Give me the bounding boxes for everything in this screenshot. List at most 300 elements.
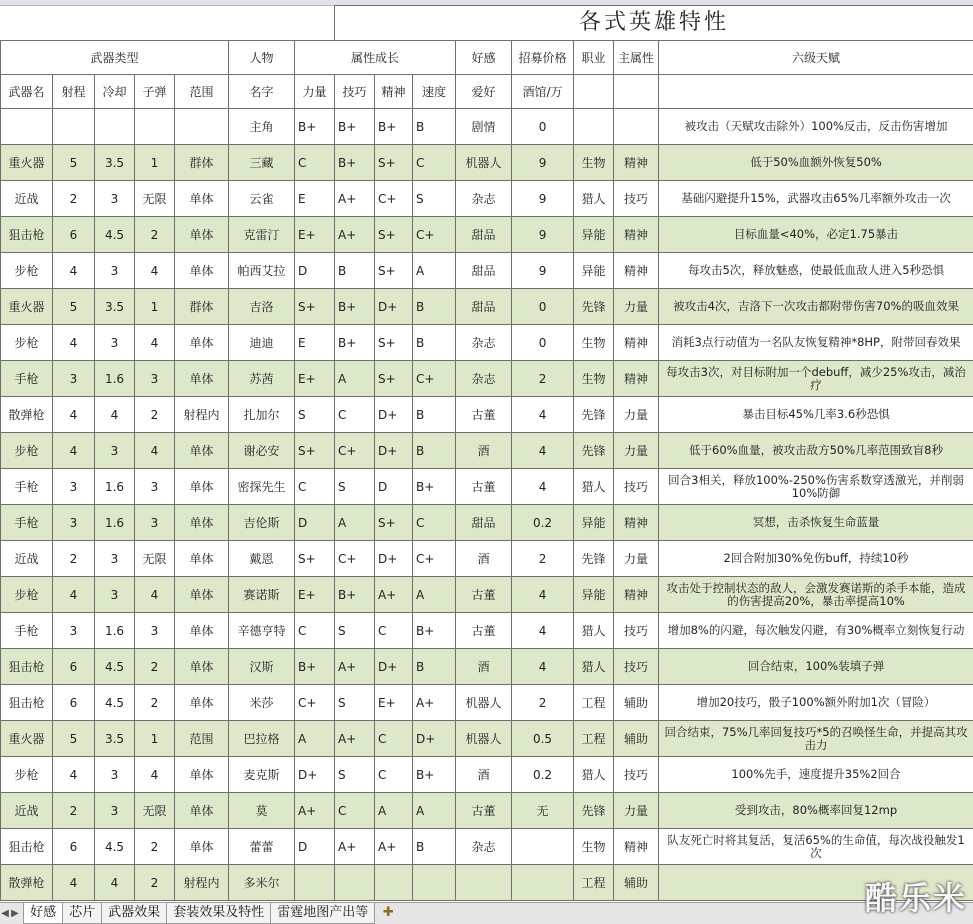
cell-weapon[interactable]: 步枪 xyxy=(1,325,53,361)
cell-cd[interactable]: 3 xyxy=(95,253,135,289)
cell-speed[interactable]: B xyxy=(413,289,456,325)
cell-range[interactable]: 4 xyxy=(53,253,95,289)
cell-str[interactable]: E xyxy=(295,325,335,361)
cell-name[interactable]: 密探先生 xyxy=(229,469,295,505)
sheet-tab[interactable]: 武器效果 xyxy=(101,903,167,924)
cell-area[interactable]: 单体 xyxy=(175,829,229,865)
cell-attr[interactable]: 辅助 xyxy=(614,685,659,721)
group-character[interactable]: 人物 xyxy=(229,41,295,75)
cell-str[interactable]: E+ xyxy=(295,361,335,397)
cell-price[interactable]: 0 xyxy=(512,289,574,325)
cell-attr[interactable]: 精神 xyxy=(614,361,659,397)
cell-name[interactable]: 吉伦斯 xyxy=(229,505,295,541)
cell-weapon[interactable]: 重火器 xyxy=(1,289,53,325)
cell-bullet[interactable]: 无限 xyxy=(135,181,175,217)
cell-str[interactable]: C xyxy=(295,469,335,505)
group-recruit-price[interactable]: 招募价格 xyxy=(512,41,574,75)
cell-like[interactable]: 机器人 xyxy=(456,685,512,721)
cell-job[interactable]: 先锋 xyxy=(574,397,614,433)
cell-like[interactable]: 古董 xyxy=(456,397,512,433)
cell-bullet[interactable]: 4 xyxy=(135,757,175,793)
cell-price[interactable]: 无 xyxy=(512,793,574,829)
cell-range[interactable]: 5 xyxy=(53,145,95,181)
cell-weapon[interactable]: 手枪 xyxy=(1,361,53,397)
cell-area[interactable]: 单体 xyxy=(175,613,229,649)
cell-like[interactable]: 酒 xyxy=(456,433,512,469)
cell-range[interactable]: 2 xyxy=(53,541,95,577)
cell-range[interactable]: 4 xyxy=(53,433,95,469)
cell-like[interactable]: 酒 xyxy=(456,649,512,685)
cell-weapon[interactable]: 步枪 xyxy=(1,253,53,289)
cell-like[interactable]: 酒 xyxy=(456,757,512,793)
cell-bullet[interactable]: 1 xyxy=(135,145,175,181)
cell-range[interactable]: 3 xyxy=(53,505,95,541)
cell-attr[interactable]: 辅助 xyxy=(614,721,659,757)
cell-job[interactable]: 先锋 xyxy=(574,433,614,469)
cell-name[interactable]: 主角 xyxy=(229,109,295,145)
cell-attr[interactable]: 辅助 xyxy=(614,865,659,901)
cell-like[interactable]: 甜品 xyxy=(456,217,512,253)
cell-job[interactable]: 异能 xyxy=(574,577,614,613)
cell-speed[interactable]: B+ xyxy=(413,469,456,505)
cell-like[interactable]: 甜品 xyxy=(456,253,512,289)
cell-cd[interactable]: 3 xyxy=(95,325,135,361)
cell-bullet[interactable]: 无限 xyxy=(135,793,175,829)
cell-job[interactable]: 猎人 xyxy=(574,613,614,649)
cell-talent[interactable]: 低于50%血额外恢复50% xyxy=(659,145,973,181)
cell-attr[interactable]: 技巧 xyxy=(614,757,659,793)
cell-attr[interactable]: 精神 xyxy=(614,217,659,253)
cell-range[interactable]: 3 xyxy=(53,613,95,649)
cell-cd[interactable]: 1.6 xyxy=(95,613,135,649)
cell-skill[interactable]: C xyxy=(335,793,375,829)
cell-cd[interactable]: 1.6 xyxy=(95,505,135,541)
cell-job[interactable]: 先锋 xyxy=(574,793,614,829)
cell-skill[interactable]: A+ xyxy=(335,721,375,757)
cell-name[interactable]: 多米尔 xyxy=(229,865,295,901)
cell-skill[interactable]: B+ xyxy=(335,145,375,181)
cell-attr[interactable]: 力量 xyxy=(614,433,659,469)
cell-job[interactable]: 生物 xyxy=(574,145,614,181)
cell-str[interactable]: S+ xyxy=(295,289,335,325)
group-main-attr[interactable]: 主属性 xyxy=(614,41,659,75)
cell-speed[interactable]: A+ xyxy=(413,685,456,721)
cell-speed[interactable]: B xyxy=(413,649,456,685)
cell-price[interactable]: 2 xyxy=(512,361,574,397)
cell-attr[interactable]: 精神 xyxy=(614,505,659,541)
cell-area[interactable]: 射程内 xyxy=(175,397,229,433)
cell-str[interactable]: A+ xyxy=(295,793,335,829)
cell-job[interactable]: 先锋 xyxy=(574,289,614,325)
cell-bullet[interactable]: 3 xyxy=(135,361,175,397)
sub-spirit[interactable]: 精神 xyxy=(375,75,413,109)
cell-name[interactable]: 辛德亨特 xyxy=(229,613,295,649)
cell-job[interactable] xyxy=(574,109,614,145)
cell-job[interactable]: 工程 xyxy=(574,865,614,901)
cell-area[interactable]: 群体 xyxy=(175,289,229,325)
cell-attr[interactable]: 精神 xyxy=(614,325,659,361)
cell-cd[interactable]: 4 xyxy=(95,865,135,901)
cell-bullet[interactable]: 4 xyxy=(135,433,175,469)
cell-price[interactable]: 9 xyxy=(512,145,574,181)
cell-name[interactable]: 吉洛 xyxy=(229,289,295,325)
cell-spirit[interactable]: S+ xyxy=(375,505,413,541)
cell-range[interactable]: 3 xyxy=(53,361,95,397)
cell-weapon[interactable]: 重火器 xyxy=(1,721,53,757)
cell-str[interactable]: D xyxy=(295,829,335,865)
sub-area[interactable]: 范围 xyxy=(175,75,229,109)
cell-bullet[interactable]: 4 xyxy=(135,577,175,613)
cell-area[interactable]: 单体 xyxy=(175,181,229,217)
cell-price[interactable] xyxy=(512,829,574,865)
cell-spirit[interactable]: A xyxy=(375,793,413,829)
cell-weapon[interactable]: 步枪 xyxy=(1,757,53,793)
cell-spirit[interactable]: A+ xyxy=(375,829,413,865)
cell-speed[interactable]: A xyxy=(413,253,456,289)
cell-name[interactable]: 迪迪 xyxy=(229,325,295,361)
cell-price[interactable]: 4 xyxy=(512,469,574,505)
cell-area[interactable]: 群体 xyxy=(175,145,229,181)
cell-talent[interactable]: 暴击目标45%几率3.6秒恐惧 xyxy=(659,397,973,433)
cell-cd[interactable]: 3 xyxy=(95,757,135,793)
cell-weapon[interactable]: 重火器 xyxy=(1,145,53,181)
cell-talent[interactable]: 基础闪避提升15%，武器攻击65%几率额外攻击一次 xyxy=(659,181,973,217)
cell-attr[interactable]: 精神 xyxy=(614,145,659,181)
cell-like[interactable]: 杂志 xyxy=(456,829,512,865)
cell-talent[interactable]: 2回合附加30%免伤buff，持续10秒 xyxy=(659,541,973,577)
cell-cd[interactable]: 3.5 xyxy=(95,289,135,325)
cell-attr[interactable]: 力量 xyxy=(614,541,659,577)
cell-price[interactable]: 4 xyxy=(512,649,574,685)
cell-price[interactable]: 4 xyxy=(512,433,574,469)
sub-cooldown[interactable]: 冷却 xyxy=(95,75,135,109)
cell-spirit[interactable]: D xyxy=(375,469,413,505)
cell-speed[interactable]: B xyxy=(413,325,456,361)
cell-job[interactable]: 生物 xyxy=(574,325,614,361)
cell-talent[interactable]: 被攻击（天赋攻击除外）100%反击，反击伤害增加 xyxy=(659,109,973,145)
cell-speed[interactable]: C+ xyxy=(413,541,456,577)
cell-area[interactable]: 单体 xyxy=(175,793,229,829)
cell-str[interactable]: C xyxy=(295,613,335,649)
sub-bullet[interactable]: 子弹 xyxy=(135,75,175,109)
cell-like[interactable]: 古董 xyxy=(456,577,512,613)
cell-bullet[interactable]: 2 xyxy=(135,865,175,901)
cell-price[interactable]: 0.2 xyxy=(512,757,574,793)
tab-scroll-right-icon[interactable]: ▶ xyxy=(10,904,20,924)
cell-price[interactable] xyxy=(512,865,574,901)
cell-range[interactable]: 6 xyxy=(53,685,95,721)
cell-name[interactable]: 谢必安 xyxy=(229,433,295,469)
cell-weapon[interactable] xyxy=(1,109,53,145)
cell-speed[interactable]: C+ xyxy=(413,361,456,397)
sheet-tab[interactable]: 套装效果及特性 xyxy=(166,903,271,924)
cell-job[interactable]: 异能 xyxy=(574,505,614,541)
cell-str[interactable]: B+ xyxy=(295,649,335,685)
cell-skill[interactable]: B+ xyxy=(335,577,375,613)
sub-speed[interactable]: 速度 xyxy=(413,75,456,109)
sub-attr-blank[interactable] xyxy=(614,75,659,109)
sub-skill[interactable]: 技巧 xyxy=(335,75,375,109)
cell-skill[interactable]: S xyxy=(335,757,375,793)
cell-area[interactable]: 单体 xyxy=(175,577,229,613)
cell-name[interactable]: 帕西艾拉 xyxy=(229,253,295,289)
cell-name[interactable]: 苏茜 xyxy=(229,361,295,397)
cell-job[interactable]: 生物 xyxy=(574,829,614,865)
cell-like[interactable]: 古董 xyxy=(456,793,512,829)
cell-job[interactable]: 猎人 xyxy=(574,181,614,217)
cell-price[interactable]: 0 xyxy=(512,325,574,361)
cell-cd[interactable]: 3 xyxy=(95,541,135,577)
cell-range[interactable] xyxy=(53,109,95,145)
cell-skill[interactable]: A+ xyxy=(335,181,375,217)
cell-bullet[interactable]: 1 xyxy=(135,289,175,325)
cell-spirit[interactable]: A+ xyxy=(375,577,413,613)
cell-spirit[interactable]: D+ xyxy=(375,397,413,433)
cell-attr[interactable]: 力量 xyxy=(614,397,659,433)
cell-skill[interactable]: A+ xyxy=(335,829,375,865)
cell-price[interactable]: 9 xyxy=(512,217,574,253)
cell-price[interactable]: 0.5 xyxy=(512,721,574,757)
cell-price[interactable]: 0 xyxy=(512,109,574,145)
cell-weapon[interactable]: 手枪 xyxy=(1,469,53,505)
cell-spirit[interactable]: S+ xyxy=(375,325,413,361)
cell-cd[interactable]: 4.5 xyxy=(95,685,135,721)
cell-skill[interactable]: A+ xyxy=(335,217,375,253)
cell-weapon[interactable]: 狙击枪 xyxy=(1,217,53,253)
cell-spirit[interactable]: D+ xyxy=(375,289,413,325)
cell-talent[interactable]: 消耗3点行动值为一名队友恢复精神*8HP，附带回春效果 xyxy=(659,325,973,361)
cell-cd[interactable]: 1.6 xyxy=(95,469,135,505)
cell-talent[interactable]: 低于60%血量，被攻击敌方50%几率范围致盲8秒 xyxy=(659,433,973,469)
cell-cd[interactable]: 1.6 xyxy=(95,361,135,397)
cell-speed[interactable]: S xyxy=(413,181,456,217)
cell-attr[interactable]: 力量 xyxy=(614,793,659,829)
cell-area[interactable]: 单体 xyxy=(175,253,229,289)
cell-weapon[interactable]: 手枪 xyxy=(1,613,53,649)
tab-scroll-left-icon[interactable]: ◀ xyxy=(0,904,10,924)
cell-name[interactable]: 巴拉格 xyxy=(229,721,295,757)
cell-talent[interactable]: 增加20技巧，骰子100%额外附加1次（冒险） xyxy=(659,685,973,721)
cell-speed[interactable] xyxy=(413,865,456,901)
cell-bullet[interactable]: 2 xyxy=(135,649,175,685)
cell-talent[interactable]: 冥想，击杀恢复生命蓝量 xyxy=(659,505,973,541)
cell-weapon[interactable]: 近战 xyxy=(1,793,53,829)
cell-range[interactable]: 6 xyxy=(53,829,95,865)
cell-skill[interactable]: S xyxy=(335,613,375,649)
cell-area[interactable]: 单体 xyxy=(175,505,229,541)
cell-spirit[interactable]: S+ xyxy=(375,253,413,289)
cell-name[interactable]: 汉斯 xyxy=(229,649,295,685)
cell-speed[interactable]: D+ xyxy=(413,721,456,757)
cell-attr[interactable]: 精神 xyxy=(614,829,659,865)
cell-weapon[interactable]: 手枪 xyxy=(1,505,53,541)
cell-attr[interactable] xyxy=(614,109,659,145)
cell-spirit[interactable]: C xyxy=(375,757,413,793)
cell-name[interactable]: 扎加尔 xyxy=(229,397,295,433)
cell-talent[interactable]: 每攻击3次，对目标附加一个debuff，减少25%攻击，减治疗 xyxy=(659,361,973,397)
cell-talent[interactable]: 100%先手，速度提升35%2回合 xyxy=(659,757,973,793)
cell-name[interactable]: 麦克斯 xyxy=(229,757,295,793)
group-attr-growth[interactable]: 属性成长 xyxy=(295,41,456,75)
cell-area[interactable]: 单体 xyxy=(175,433,229,469)
cell-skill[interactable]: C+ xyxy=(335,541,375,577)
cell-str[interactable]: D xyxy=(295,253,335,289)
cell-cd[interactable]: 3 xyxy=(95,433,135,469)
cell-spirit[interactable]: D+ xyxy=(375,649,413,685)
cell-str[interactable]: C+ xyxy=(295,685,335,721)
cell-area[interactable]: 单体 xyxy=(175,361,229,397)
cell-str[interactable]: B+ xyxy=(295,109,335,145)
sheet-tab[interactable]: 好感 xyxy=(23,903,63,924)
cell-attr[interactable]: 力量 xyxy=(614,289,659,325)
cell-name[interactable]: 克雷汀 xyxy=(229,217,295,253)
cell-skill[interactable]: A+ xyxy=(335,649,375,685)
sheet-tab[interactable]: 雷霆地图产出等 xyxy=(270,903,375,924)
cell-name[interactable]: 蕾蕾 xyxy=(229,829,295,865)
cell-job[interactable]: 异能 xyxy=(574,217,614,253)
cell-spirit[interactable]: S+ xyxy=(375,217,413,253)
cell-talent[interactable]: 攻击处于控制状态的敌人，会激发赛诺斯的杀手本能，造成的伤害提高20%，暴击率提高10% xyxy=(659,577,973,613)
cell-bullet[interactable]: 1 xyxy=(135,721,175,757)
cell-like[interactable]: 酒 xyxy=(456,541,512,577)
sub-talent-blank[interactable] xyxy=(659,75,973,109)
cell-weapon[interactable]: 狙击枪 xyxy=(1,649,53,685)
cell-speed[interactable]: B xyxy=(413,829,456,865)
cell-price[interactable]: 0.2 xyxy=(512,505,574,541)
cell-cd[interactable]: 3.5 xyxy=(95,721,135,757)
cell-area[interactable]: 单体 xyxy=(175,685,229,721)
cell-cd[interactable] xyxy=(95,109,135,145)
cell-like[interactable]: 古董 xyxy=(456,613,512,649)
cell-cd[interactable]: 4 xyxy=(95,397,135,433)
cell-str[interactable]: S+ xyxy=(295,541,335,577)
cell-price[interactable]: 9 xyxy=(512,181,574,217)
cell-skill[interactable]: S xyxy=(335,685,375,721)
cell-talent[interactable]: 回合3相关，释放100%-250%伤害系数穿透激光，并削弱10%防御 xyxy=(659,469,973,505)
cell-speed[interactable]: B xyxy=(413,433,456,469)
cell-name[interactable]: 云雀 xyxy=(229,181,295,217)
cell-job[interactable]: 先锋 xyxy=(574,541,614,577)
cell-area[interactable]: 范围 xyxy=(175,721,229,757)
cell-spirit[interactable]: B+ xyxy=(375,109,413,145)
cell-like[interactable]: 杂志 xyxy=(456,361,512,397)
cell-spirit[interactable]: C xyxy=(375,613,413,649)
cell-price[interactable]: 4 xyxy=(512,577,574,613)
sub-job-blank[interactable] xyxy=(574,75,614,109)
cell-spirit[interactable]: E+ xyxy=(375,685,413,721)
cell-name[interactable]: 三藏 xyxy=(229,145,295,181)
sub-like[interactable]: 爱好 xyxy=(456,75,512,109)
cell-talent[interactable]: 被攻击4次，吉洛下一次攻击都附带伤害70%的吸血效果 xyxy=(659,289,973,325)
cell-range[interactable]: 4 xyxy=(53,865,95,901)
sub-weapon[interactable]: 武器名 xyxy=(1,75,53,109)
cell-str[interactable]: D+ xyxy=(295,757,335,793)
cell-like[interactable] xyxy=(456,865,512,901)
cell-attr[interactable]: 精神 xyxy=(614,577,659,613)
cell-cd[interactable]: 4.5 xyxy=(95,649,135,685)
cell-weapon[interactable]: 近战 xyxy=(1,181,53,217)
cell-price[interactable]: 2 xyxy=(512,685,574,721)
cell-attr[interactable]: 精神 xyxy=(614,253,659,289)
cell-str[interactable]: S+ xyxy=(295,433,335,469)
cell-area[interactable]: 单体 xyxy=(175,757,229,793)
cell-skill[interactable]: C+ xyxy=(335,433,375,469)
cell-like[interactable]: 甜品 xyxy=(456,289,512,325)
add-sheet-icon[interactable]: ✚ xyxy=(379,903,397,923)
cell-bullet[interactable] xyxy=(135,109,175,145)
cell-skill[interactable]: S xyxy=(335,469,375,505)
group-weapon-type[interactable]: 武器类型 xyxy=(1,41,229,75)
cell-job[interactable]: 猎人 xyxy=(574,469,614,505)
cell-weapon[interactable]: 狙击枪 xyxy=(1,829,53,865)
cell-weapon[interactable]: 步枪 xyxy=(1,433,53,469)
cell-attr[interactable]: 技巧 xyxy=(614,649,659,685)
cell-range[interactable]: 2 xyxy=(53,793,95,829)
cell-area[interactable]: 单体 xyxy=(175,469,229,505)
cell-attr[interactable]: 技巧 xyxy=(614,469,659,505)
cell-price[interactable]: 9 xyxy=(512,253,574,289)
cell-skill[interactable] xyxy=(335,865,375,901)
cell-attr[interactable]: 技巧 xyxy=(614,181,659,217)
cell-weapon[interactable]: 散弹枪 xyxy=(1,865,53,901)
cell-skill[interactable]: B+ xyxy=(335,109,375,145)
cell-cd[interactable]: 4.5 xyxy=(95,217,135,253)
cell-range[interactable]: 4 xyxy=(53,757,95,793)
cell-bullet[interactable]: 无限 xyxy=(135,541,175,577)
sub-price[interactable]: 酒馆/万 xyxy=(512,75,574,109)
cell-range[interactable]: 5 xyxy=(53,721,95,757)
cell-range[interactable]: 4 xyxy=(53,577,95,613)
cell-area[interactable] xyxy=(175,109,229,145)
cell-skill[interactable]: A xyxy=(335,505,375,541)
sub-name[interactable]: 名字 xyxy=(229,75,295,109)
cell-range[interactable]: 6 xyxy=(53,217,95,253)
cell-like[interactable]: 机器人 xyxy=(456,145,512,181)
cell-spirit[interactable]: D+ xyxy=(375,433,413,469)
cell-bullet[interactable]: 4 xyxy=(135,325,175,361)
cell-str[interactable]: E+ xyxy=(295,577,335,613)
cell-range[interactable]: 3 xyxy=(53,469,95,505)
cell-speed[interactable]: B+ xyxy=(413,757,456,793)
cell-area[interactable]: 单体 xyxy=(175,217,229,253)
cell-skill[interactable]: C xyxy=(335,397,375,433)
cell-area[interactable]: 单体 xyxy=(175,649,229,685)
cell-weapon[interactable]: 近战 xyxy=(1,541,53,577)
cell-bullet[interactable]: 3 xyxy=(135,613,175,649)
cell-bullet[interactable]: 2 xyxy=(135,685,175,721)
cell-str[interactable] xyxy=(295,865,335,901)
cell-range[interactable]: 6 xyxy=(53,649,95,685)
cell-talent[interactable]: 回合结束，100%装填子弹 xyxy=(659,649,973,685)
cell-talent[interactable]: 受到攻击，80%概率回复12mp xyxy=(659,793,973,829)
cell-like[interactable]: 古董 xyxy=(456,469,512,505)
cell-skill[interactable]: B+ xyxy=(335,289,375,325)
cell-like[interactable]: 杂志 xyxy=(456,181,512,217)
cell-str[interactable]: A xyxy=(295,721,335,757)
cell-str[interactable]: E+ xyxy=(295,217,335,253)
cell-spirit[interactable] xyxy=(375,865,413,901)
cell-job[interactable]: 工程 xyxy=(574,721,614,757)
cell-spirit[interactable]: D+ xyxy=(375,541,413,577)
cell-attr[interactable]: 技巧 xyxy=(614,613,659,649)
cell-job[interactable]: 猎人 xyxy=(574,649,614,685)
cell-cd[interactable]: 3 xyxy=(95,181,135,217)
cell-price[interactable]: 4 xyxy=(512,613,574,649)
cell-job[interactable]: 异能 xyxy=(574,253,614,289)
cell-bullet[interactable]: 2 xyxy=(135,397,175,433)
cell-talent[interactable]: 回合结束，75%几率回复技巧*5的召唤怪生命，并提高其攻击力 xyxy=(659,721,973,757)
cell-speed[interactable]: B+ xyxy=(413,613,456,649)
